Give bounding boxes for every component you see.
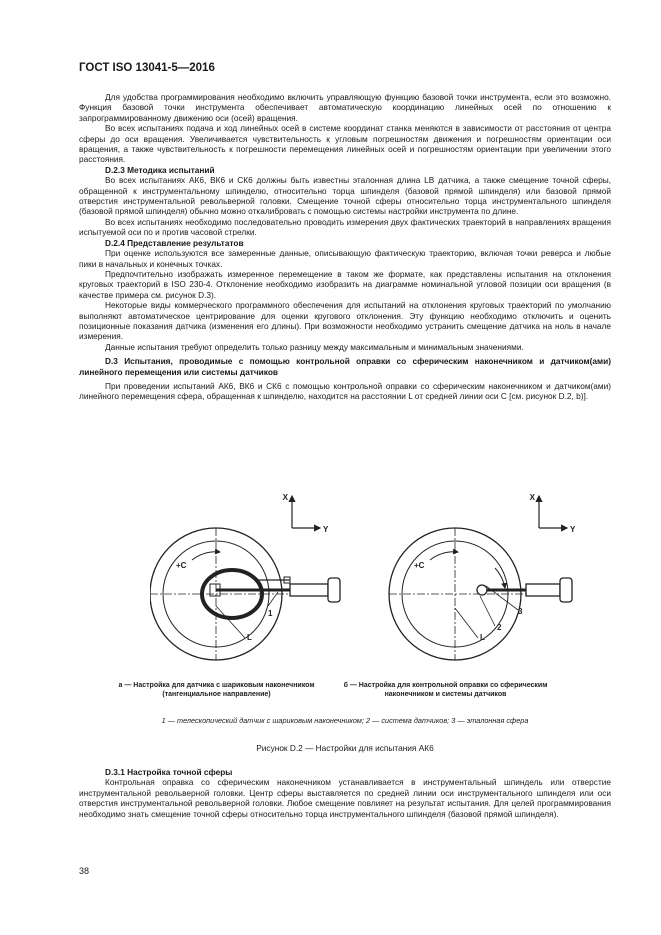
body-text-top	[79, 92, 611, 402]
page-number: 38	[79, 866, 90, 876]
label-2: 2	[497, 623, 502, 632]
section-heading: D.3 Испытания, проводимые с помощью контрольной оправки со сферическим наконечником и датчиком(ами) линейного перемещения или системы датчиков	[79, 356, 611, 377]
figure-title: Рисунок D.2 — Настройки для испытания АК6	[256, 743, 434, 753]
x-label-b: X	[529, 493, 535, 502]
document-header: ГОСТ ISO 13041-5—2016	[79, 62, 215, 74]
c-label: +C	[176, 561, 187, 570]
label-1: 1	[268, 609, 273, 618]
y-label-b: Y	[570, 525, 576, 534]
caption-b: б — Настройка для контрольной оправки со сферическим наконечником и системы датчиков	[343, 682, 548, 698]
y-label: Y	[323, 525, 329, 534]
paragraph: При оценке используются все замеренные данные, описывающую фактическую траекторию, включая точки реверса и любые пики в начальных и конечных точках.	[79, 248, 611, 269]
spindle-body	[290, 584, 328, 596]
paragraph: При проведении испытаний АК6, ВК6 и СК6 с помощью контрольной оправки со сферическим наконечником и датчиком(ами) линейного перемещения сфера, обращенная к шпинделю, находится на расстоянии L от средней линии оси С [см. рисунок D.2, b)].	[79, 380, 611, 402]
drawing-b	[389, 493, 576, 660]
c-label-b: +C	[414, 561, 425, 570]
caption-a: а — Настройка для датчика с шариковым наконечником (тангенциальное направление)	[118, 682, 315, 698]
section-heading: D.2.4 Представление результатов	[105, 237, 244, 248]
body-text-bottom	[79, 767, 611, 819]
section-heading: D.3.1 Настройка точной сферы	[105, 767, 233, 777]
drawing-a	[150, 493, 340, 660]
paragraph: Для удобства программирования необходимо включить управляющую функцию базовой точки инструмента, если это возможно. Функция базовой точки инструмента обеспечивает автоматическую координацию линейных осей по отношению к запрограммированному движению оси (осей) вращения.	[79, 92, 611, 123]
reference-sphere	[477, 585, 487, 595]
label-l-a: L	[247, 633, 252, 642]
paragraph: Некоторые виды коммерческого программного обеспечения для испытаний на отклонения круговых траекторий по умолчанию выполняют автоматическое центрирование для оценки кругового отклонения. Эту функцию необходимо отключить и оценить позиционные показания датчика (изменения его длины). При возможности необходимо устранить смещение датчика на ноль в начале измерения.	[79, 300, 611, 342]
label-l-b: L	[480, 633, 485, 642]
figure-d2	[150, 488, 590, 708]
paragraph: Во всех испытаниях подача и ход линейных осей в системе координат станка меняются в зависимости от расстояния от центра сферы до оси вращения. Увеличивается чувствительность к угловым погрешностям движения и погрешностям ориентации оси вращения, а также чувствительность к погрешности перемещения линейных осей и погрешностям ориентации при увеличении этого расстояния.	[79, 123, 611, 165]
section-heading: D.2.3 Методика испытаний	[105, 164, 215, 175]
paragraph: Предпочтительно изображать измеренное перемещение в таком же формате, как представлены испытания на отклонения круговых траекторий в ISO 230-4. Отклонение необходимо изобразить на диаграмме номинальной угловой позиции оси вращения (в качестве примера см. рисунок D.3).	[79, 268, 611, 300]
paragraph: Данные испытания требуют определить только разницу между максимальным и минимальным значениями.	[105, 341, 524, 352]
paragraph: Во всех испытаниях необходимо последовательно проводить измерения двух фактических траекторий в направлениях вращения испытуемой оси по и против часовой стрелки.	[79, 216, 611, 238]
x-label: X	[282, 493, 288, 502]
figure-legend: 1 — телескопический датчик с шариковым наконечником; 2 — система датчиков; 3 — эталонная сфера	[161, 716, 529, 725]
spindle-head	[328, 578, 340, 602]
label-3: 3	[518, 607, 523, 616]
paragraph: Во всех испытаниях АК6, ВК6 и СК6 должны быть известны эталонная длина LB датчика, а также смещение точной сферы, обращенной к инструментальному шпинделю, относительно торца шпинделя (базовой прямой шпинделя) или базовой прямой отверстия инструментальной револьверной головки. Смещение точной сферы относительно торца инструментального шпинделя (базовой прямой шпинделя) обычно можно откалибровать с помощью системы настройки инструмента по длине.	[79, 175, 611, 217]
figure-drawing	[150, 488, 590, 688]
paragraph: Контрольная оправка со сферическим наконечником устанавливается в инструментальный шпиндель или отверстие инструментальной револьверной головки. Центр сферы выставляется по средней линии оси инструментального шпинделя или оси отверстия инструментальной револьверной головки. Любое смещение повлияет на результат испытания. Для целей программирования необходимо знать смещение точной сферы относительно торца инструментального шпинделя (базовой прямой шпинделя).	[79, 777, 611, 819]
